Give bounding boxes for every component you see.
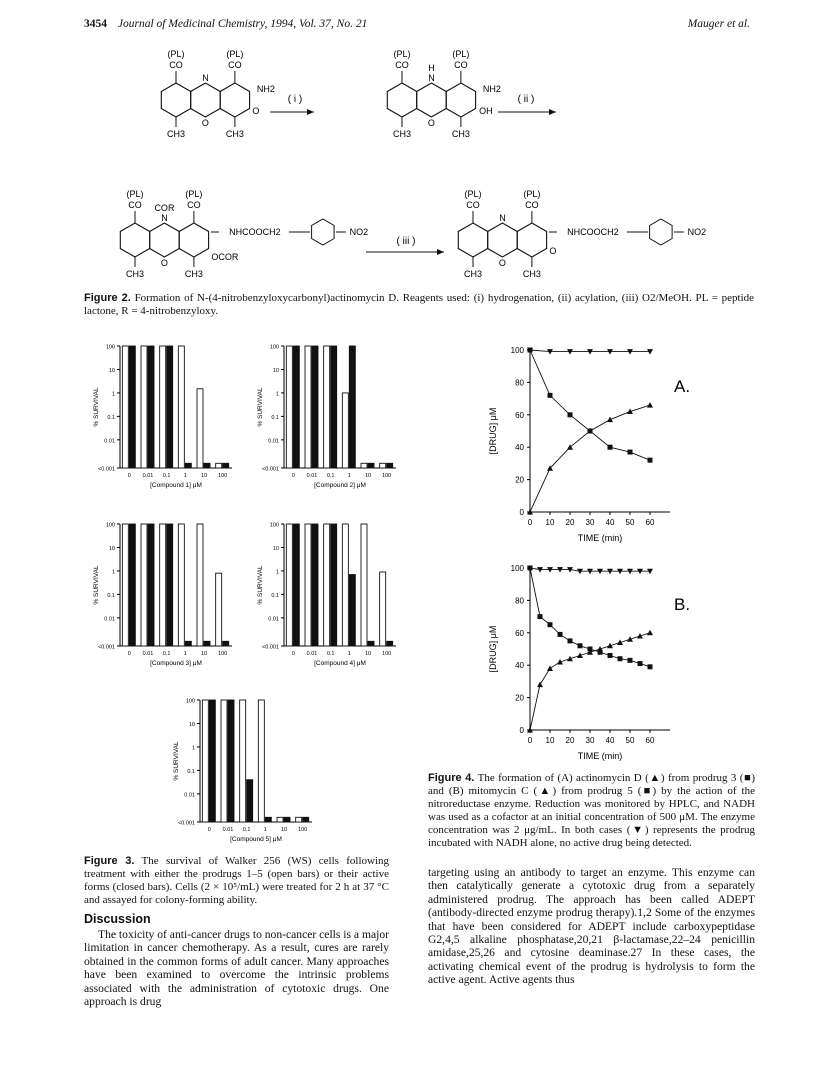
x-tick-label: 0 (291, 651, 295, 657)
y-tick-label: 0.1 (107, 414, 115, 421)
prodrug-bar (160, 346, 166, 468)
mol2-oh: OH (479, 106, 493, 116)
mol3-ring-center (150, 223, 180, 257)
y-tick-label: 1 (191, 745, 195, 752)
mol3-nitrobenzyl-ring (312, 219, 335, 245)
mol2-pl-0: (PL) (393, 49, 411, 59)
y-tick-label: 80 (515, 378, 524, 388)
y-axis-label: % SURVIVAL (257, 565, 264, 605)
prodrug-bar (380, 463, 386, 468)
x-tick-label: 0.1 (242, 827, 251, 833)
x-axis-label: [Compound 1] μM (150, 482, 202, 489)
x-tick-label: 20 (565, 518, 575, 527)
x-tick-label: 10 (545, 736, 555, 745)
active-bar (331, 346, 337, 468)
prodrug-point (578, 643, 583, 648)
y-tick-label: <0.001 (178, 820, 195, 827)
mol1-ring-left (161, 83, 190, 117)
y-tick-label: 20 (515, 693, 524, 703)
active-bar (312, 524, 318, 646)
arrowhead-s1 (307, 109, 314, 115)
y-tick-label: <0.001 (98, 644, 115, 651)
mol1-ring-n: N (202, 73, 209, 83)
active-bar (368, 641, 374, 646)
x-tick-label: 60 (645, 518, 655, 527)
figure3-caption (84, 855, 389, 907)
y-tick-label: 0.01 (184, 792, 195, 799)
figure4-caption (428, 772, 755, 850)
x-tick-label: 40 (605, 518, 615, 527)
x-tick-label: 100 (298, 827, 308, 833)
active-bar (129, 346, 135, 468)
prodrug-bar (197, 389, 203, 468)
y-tick-label: 1 (111, 391, 115, 398)
prodrug-point (628, 450, 633, 455)
x-axis-label: TIME (min) (577, 533, 623, 543)
y-tick-label: 0.1 (271, 592, 279, 599)
x-axis-label: [Compound 2] μM (314, 482, 366, 489)
active-bar (223, 463, 229, 468)
y-tick-label: 100 (185, 698, 195, 705)
mol3-nhcooch2: NHCOOCH2 (229, 227, 281, 237)
mol1-co-1: CO (228, 60, 242, 70)
x-tick-label: 0 (527, 736, 533, 745)
mol2-ch3-0: CH3 (392, 129, 412, 139)
active-bar (303, 817, 309, 822)
figure3-label: Figure 3. (84, 855, 135, 867)
mol1-pl-0: (PL) (167, 49, 185, 59)
active-bar (312, 346, 318, 468)
mol1-nh2: NH2 (256, 84, 275, 94)
figure2-caption (84, 292, 754, 318)
mol4-ring-center (488, 223, 518, 257)
x-tick-label: 10 (200, 651, 208, 657)
kinetics-chart-b (470, 558, 720, 770)
panel-label: A. (674, 377, 691, 396)
x-tick-label: 100 (382, 473, 392, 479)
y-tick-label: 0.01 (104, 438, 115, 445)
prodrug-bar (258, 700, 264, 822)
x-tick-label: 0.1 (162, 473, 171, 479)
active-bar (349, 575, 355, 646)
mol4-pl-0: (PL) (464, 189, 482, 199)
arrowhead-s2 (549, 109, 556, 115)
prodrug-bar (277, 817, 283, 822)
x-tick-label: 20 (565, 736, 575, 745)
prodrug-bar (324, 346, 330, 468)
prodrug-point (608, 445, 613, 450)
y-tick-label: 10 (272, 367, 279, 374)
active-drug-point (607, 417, 613, 423)
x-tick-label: 50 (625, 518, 635, 527)
y-tick-label: 0.1 (271, 414, 279, 421)
x-tick-label: 10 (200, 473, 208, 479)
survival-chart-compound-4 (252, 518, 417, 678)
survival-chart-compound-2 (252, 340, 417, 500)
step-label-3: ( iii ) (396, 236, 416, 247)
mol1-ring-center (191, 83, 221, 117)
y-tick-label: 60 (515, 410, 524, 420)
series-line (530, 405, 650, 512)
active-bar (185, 641, 191, 646)
prodrug-bar (286, 346, 292, 468)
survival-chart-compound-3 (88, 518, 253, 678)
y-tick-label: 1 (275, 391, 279, 398)
prodrug-bar (361, 463, 367, 468)
mol4-ch3-0: CH3 (463, 269, 483, 279)
figure4-text: The formation of (A) actinomycin D (▲) from prodrug 3 (■) and (B) mitomycin C (▲) from prodrug 5 (■) by the action of the nitroreductase enzyme. Reduction was monitored by HPLC, and NADH was used as a cofactor at an initial concentration of 500 μM. The enzyme concentration was 2 μg/mL. In both cases (▼) represents the prodrug incubated with NADH alone, no active drug being detected. (428, 772, 755, 849)
mol1-co-0: CO (169, 60, 183, 70)
y-tick-label: 100 (510, 564, 524, 573)
x-tick-label: 0 (127, 473, 131, 479)
active-bar (209, 700, 215, 822)
x-tick-label: 40 (605, 736, 615, 745)
mol4-nitrobenzyl-ring (650, 219, 673, 245)
x-tick-label: 0.01 (306, 651, 318, 657)
prodrug-bar (324, 524, 330, 646)
y-tick-label: 100 (105, 344, 115, 351)
active-bar (228, 700, 234, 822)
x-tick-label: 0.1 (326, 473, 335, 479)
y-tick-label: 10 (108, 545, 115, 552)
mol3-ring-o: O (160, 258, 168, 268)
x-tick-label: 30 (585, 518, 595, 527)
x-tick-label: 0.01 (222, 827, 234, 833)
mol4-nhcooch2: NHCOOCH2 (567, 227, 619, 237)
kinetics-chart-a (470, 340, 720, 550)
active-bar (247, 780, 253, 822)
mol1-pl-1: (PL) (226, 49, 244, 59)
mol2-co-0: CO (395, 60, 409, 70)
y-tick-label: 0.01 (104, 616, 115, 623)
prodrug-bar (197, 524, 203, 646)
prodrug-bar (342, 393, 348, 468)
active-bar (284, 817, 290, 822)
x-tick-label: 0 (127, 651, 131, 657)
active-bar (148, 524, 154, 646)
prodrug-bar (216, 463, 222, 468)
prodrug-bar (305, 346, 311, 468)
mol3-ch3-0: CH3 (125, 269, 145, 279)
x-tick-label: 50 (625, 736, 635, 745)
mol4-ring-n: N (499, 213, 506, 223)
prodrug-point (568, 638, 573, 643)
x-axis-label: TIME (min) (577, 751, 623, 761)
y-tick-label: 100 (269, 522, 279, 529)
page-number: 3454 (84, 18, 107, 30)
prodrug-point (558, 632, 563, 637)
y-axis-label: [DRUG] μM (488, 625, 498, 673)
prodrug-bar (122, 346, 128, 468)
x-tick-label: 0.1 (162, 651, 171, 657)
active-bar (293, 524, 299, 646)
prodrug-bar (296, 817, 302, 822)
discussion-paragraph-2: targeting using an antibody to target an enzyme. This enzyme can then catalytically generate a cytotoxic drug from a separately administered prodrug. The approach has been called ADEPT (antibody-directed enzyme prodrug therapy).1,2 Some of the enzymes that have been considered for ADEPT include carboxypeptidase G2,4,5 alkaline phosphatase,20,21 β-lactamase,22–24 penicillin amidase,25,26 and cytosine deaminase.27 In these cases, the activating chemical event of the prodrug is hydrolysis to form the active agent. Active agents thus (428, 866, 755, 987)
x-tick-label: 100 (382, 651, 392, 657)
mol3-ring-n: N (161, 213, 168, 223)
y-tick-label: 100 (105, 522, 115, 529)
mol2-ring-n: N (428, 73, 435, 83)
mol2-nh-h: H (428, 63, 435, 73)
x-tick-label: 1 (183, 473, 187, 479)
mol4-co-0: CO (466, 200, 480, 210)
mol4-keto-o: O (549, 246, 557, 256)
y-tick-label: 0 (519, 726, 524, 735)
running-authors: Mauger et al. (687, 18, 750, 30)
active-bar (204, 641, 210, 646)
y-tick-label: 0.01 (268, 616, 279, 623)
prodrug-point (638, 661, 643, 666)
active-bar (129, 524, 135, 646)
prodrug-bar (305, 524, 311, 646)
active-drug-point (647, 630, 653, 636)
x-tick-label: 100 (218, 651, 228, 657)
x-tick-label: 10 (545, 518, 555, 527)
x-tick-label: 60 (645, 736, 655, 745)
mol2-co-1: CO (454, 60, 468, 70)
arrowhead-s3 (437, 249, 444, 255)
scheme-molecules (120, 49, 706, 279)
y-tick-label: 0 (519, 508, 524, 517)
y-tick-label: 40 (515, 443, 524, 453)
active-bar (349, 346, 355, 468)
y-axis-label: [DRUG] μM (488, 407, 498, 455)
prodrug-point (608, 653, 613, 658)
mol2-ring-center (417, 83, 447, 117)
mol2-ring-right (446, 83, 475, 117)
mol3-ring-left (120, 223, 149, 257)
mol3-co-0: CO (128, 200, 142, 210)
y-tick-label: 10 (272, 545, 279, 552)
active-bar (223, 641, 229, 646)
x-tick-label: 0.01 (142, 473, 154, 479)
figure2-text: Formation of N-(4-nitrobenzyloxycarbonyl)actinomycin D. Reagents used: (i) hydrogenation, (ii) acylation, (iii) O2/MeOH. PL = peptide lactone, R = 4-nitrobenzyloxy. (84, 292, 755, 317)
prodrug-bar (361, 524, 367, 646)
prodrug-bar (160, 524, 166, 646)
mol1-ring-o: O (201, 118, 209, 128)
figure2-label: Figure 2. (84, 292, 131, 304)
mol4-ring-right (517, 223, 546, 257)
y-tick-label: 1 (111, 569, 115, 576)
prodrug-point (548, 622, 553, 627)
y-tick-label: 60 (515, 628, 524, 638)
mol3-no2: NO2 (349, 227, 369, 237)
y-tick-label: 0.1 (187, 768, 195, 775)
x-tick-label: 100 (218, 473, 228, 479)
prodrug-bar (141, 346, 147, 468)
running-header (84, 18, 750, 36)
prodrug-point (628, 658, 633, 663)
x-tick-label: 10 (364, 473, 372, 479)
x-tick-label: 0.01 (142, 651, 154, 657)
discussion-paragraph-1: The toxicity of anti-cancer drugs to non-cancer cells is a major limitation in cancer chemotherapy. As a result, cures are rarely obtained in the common forms of adult cancer. Many approaches have been examined to overcome the intrinsic problems associated with the administration of cytotoxic drugs. One approach is drug (84, 928, 390, 1009)
prodrug-bar (240, 700, 246, 822)
x-tick-label: 0.1 (326, 651, 335, 657)
x-axis-label: [Compound 4] μM (314, 660, 366, 667)
x-tick-label: 1 (183, 651, 187, 657)
active-bar (167, 346, 173, 468)
prodrug-bar (216, 573, 222, 646)
prodrug-bar (221, 700, 227, 822)
y-axis-label: % SURVIVAL (93, 387, 100, 427)
prodrug-point (568, 412, 573, 417)
panel-label: B. (674, 595, 691, 614)
active-bar (167, 524, 173, 646)
mol3-n-cor: COR (154, 203, 175, 213)
mol1-keto-o: O (252, 106, 260, 116)
figure4-label: Figure 4. (428, 772, 475, 784)
prodrug-bar (122, 524, 128, 646)
mol2-ring-o: O (427, 118, 435, 128)
mol4-ch3-1: CH3 (522, 269, 541, 279)
survival-chart-compound-1 (88, 340, 253, 500)
active-drug-point (647, 402, 653, 408)
active-bar (331, 524, 337, 646)
x-tick-label: 1 (347, 473, 351, 479)
active-bar (387, 641, 393, 646)
y-tick-label: 40 (515, 661, 524, 671)
mol2-ring-left (387, 83, 416, 117)
prodrug-point (538, 614, 543, 619)
survival-chart-compound-5 (168, 694, 333, 854)
mol2-ch3-1: CH3 (451, 129, 470, 139)
active-drug-point (537, 682, 543, 688)
x-tick-label: 10 (364, 651, 372, 657)
figure3-text: The survival of Walker 256 (WS) cells following treatment with either the prodrugs 1–5 (open bars) or their active forms (closed bars). Cells (2 × 10⁵/mL) were treated for 2 h at 37 °C and assayed for colony-forming ability. (84, 855, 390, 906)
active-bar (265, 817, 271, 822)
prodrug-bar (141, 524, 147, 646)
active-bar (185, 463, 191, 468)
series-line (530, 350, 650, 460)
mol3-co-1: CO (187, 200, 201, 210)
step-label-2: ( ii ) (517, 94, 535, 105)
prodrug-bar (202, 700, 208, 822)
y-tick-label: 100 (269, 344, 279, 351)
x-tick-label: 0 (527, 518, 533, 527)
mol4-no2: NO2 (687, 227, 707, 237)
y-tick-label: 100 (510, 346, 524, 355)
y-tick-label: 80 (515, 596, 524, 606)
x-tick-label: 0 (291, 473, 295, 479)
prodrug-point (648, 664, 653, 669)
step-label-1: ( i ) (287, 94, 303, 105)
active-drug-point (547, 665, 553, 671)
x-tick-label: 1 (347, 651, 351, 657)
mol4-ring-o: O (498, 258, 506, 268)
mol2-nh2: NH2 (482, 84, 501, 94)
prodrug-point (548, 393, 553, 398)
active-bar (293, 346, 299, 468)
active-bar (387, 463, 393, 468)
y-axis-label: % SURVIVAL (257, 387, 264, 427)
mol3-ch3-1: CH3 (184, 269, 203, 279)
prodrug-point (648, 458, 653, 463)
mol2-pl-1: (PL) (452, 49, 470, 59)
prodrug-point (618, 656, 623, 661)
active-bar (368, 463, 374, 468)
mol3-ocor: OCOR (211, 252, 239, 262)
x-tick-label: 0 (207, 827, 211, 833)
reaction-scheme (80, 36, 760, 300)
prodrug-bar (380, 572, 386, 646)
prodrug-bar (342, 524, 348, 646)
y-tick-label: 10 (188, 721, 195, 728)
mol3-ring-right (179, 223, 208, 257)
y-tick-label: <0.001 (262, 644, 279, 651)
mol4-co-1: CO (525, 200, 539, 210)
x-tick-label: 10 (280, 827, 288, 833)
active-bar (148, 346, 154, 468)
y-axis-label: % SURVIVAL (93, 565, 100, 605)
x-tick-label: 30 (585, 736, 595, 745)
y-tick-label: <0.001 (262, 466, 279, 473)
y-tick-label: 20 (515, 475, 524, 485)
journal-citation: Journal of Medicinal Chemistry, 1994, Vol. 37, No. 21 (117, 18, 368, 30)
prodrug-bar (178, 346, 184, 468)
mol1-ch3-1: CH3 (225, 129, 244, 139)
y-tick-label: 0.01 (268, 438, 279, 445)
mol3-pl-1: (PL) (185, 189, 203, 199)
discussion-heading: Discussion (84, 912, 151, 926)
x-axis-label: [Compound 3] μM (150, 660, 202, 667)
mol4-pl-1: (PL) (523, 189, 541, 199)
mol1-ring-right (220, 83, 249, 117)
y-tick-label: 10 (108, 367, 115, 374)
mol1-ch3-0: CH3 (166, 129, 186, 139)
prodrug-bar (178, 524, 184, 646)
mol4-ring-left (458, 223, 487, 257)
x-tick-label: 0.01 (306, 473, 318, 479)
x-tick-label: 1 (263, 827, 267, 833)
mol3-pl-0: (PL) (126, 189, 144, 199)
y-tick-label: 0.1 (107, 592, 115, 599)
y-axis-label: % SURVIVAL (173, 741, 180, 781)
y-tick-label: <0.001 (98, 466, 115, 473)
active-bar (204, 463, 210, 468)
y-tick-label: 1 (275, 569, 279, 576)
x-axis-label: [Compound 5] μM (230, 836, 282, 843)
prodrug-bar (286, 524, 292, 646)
